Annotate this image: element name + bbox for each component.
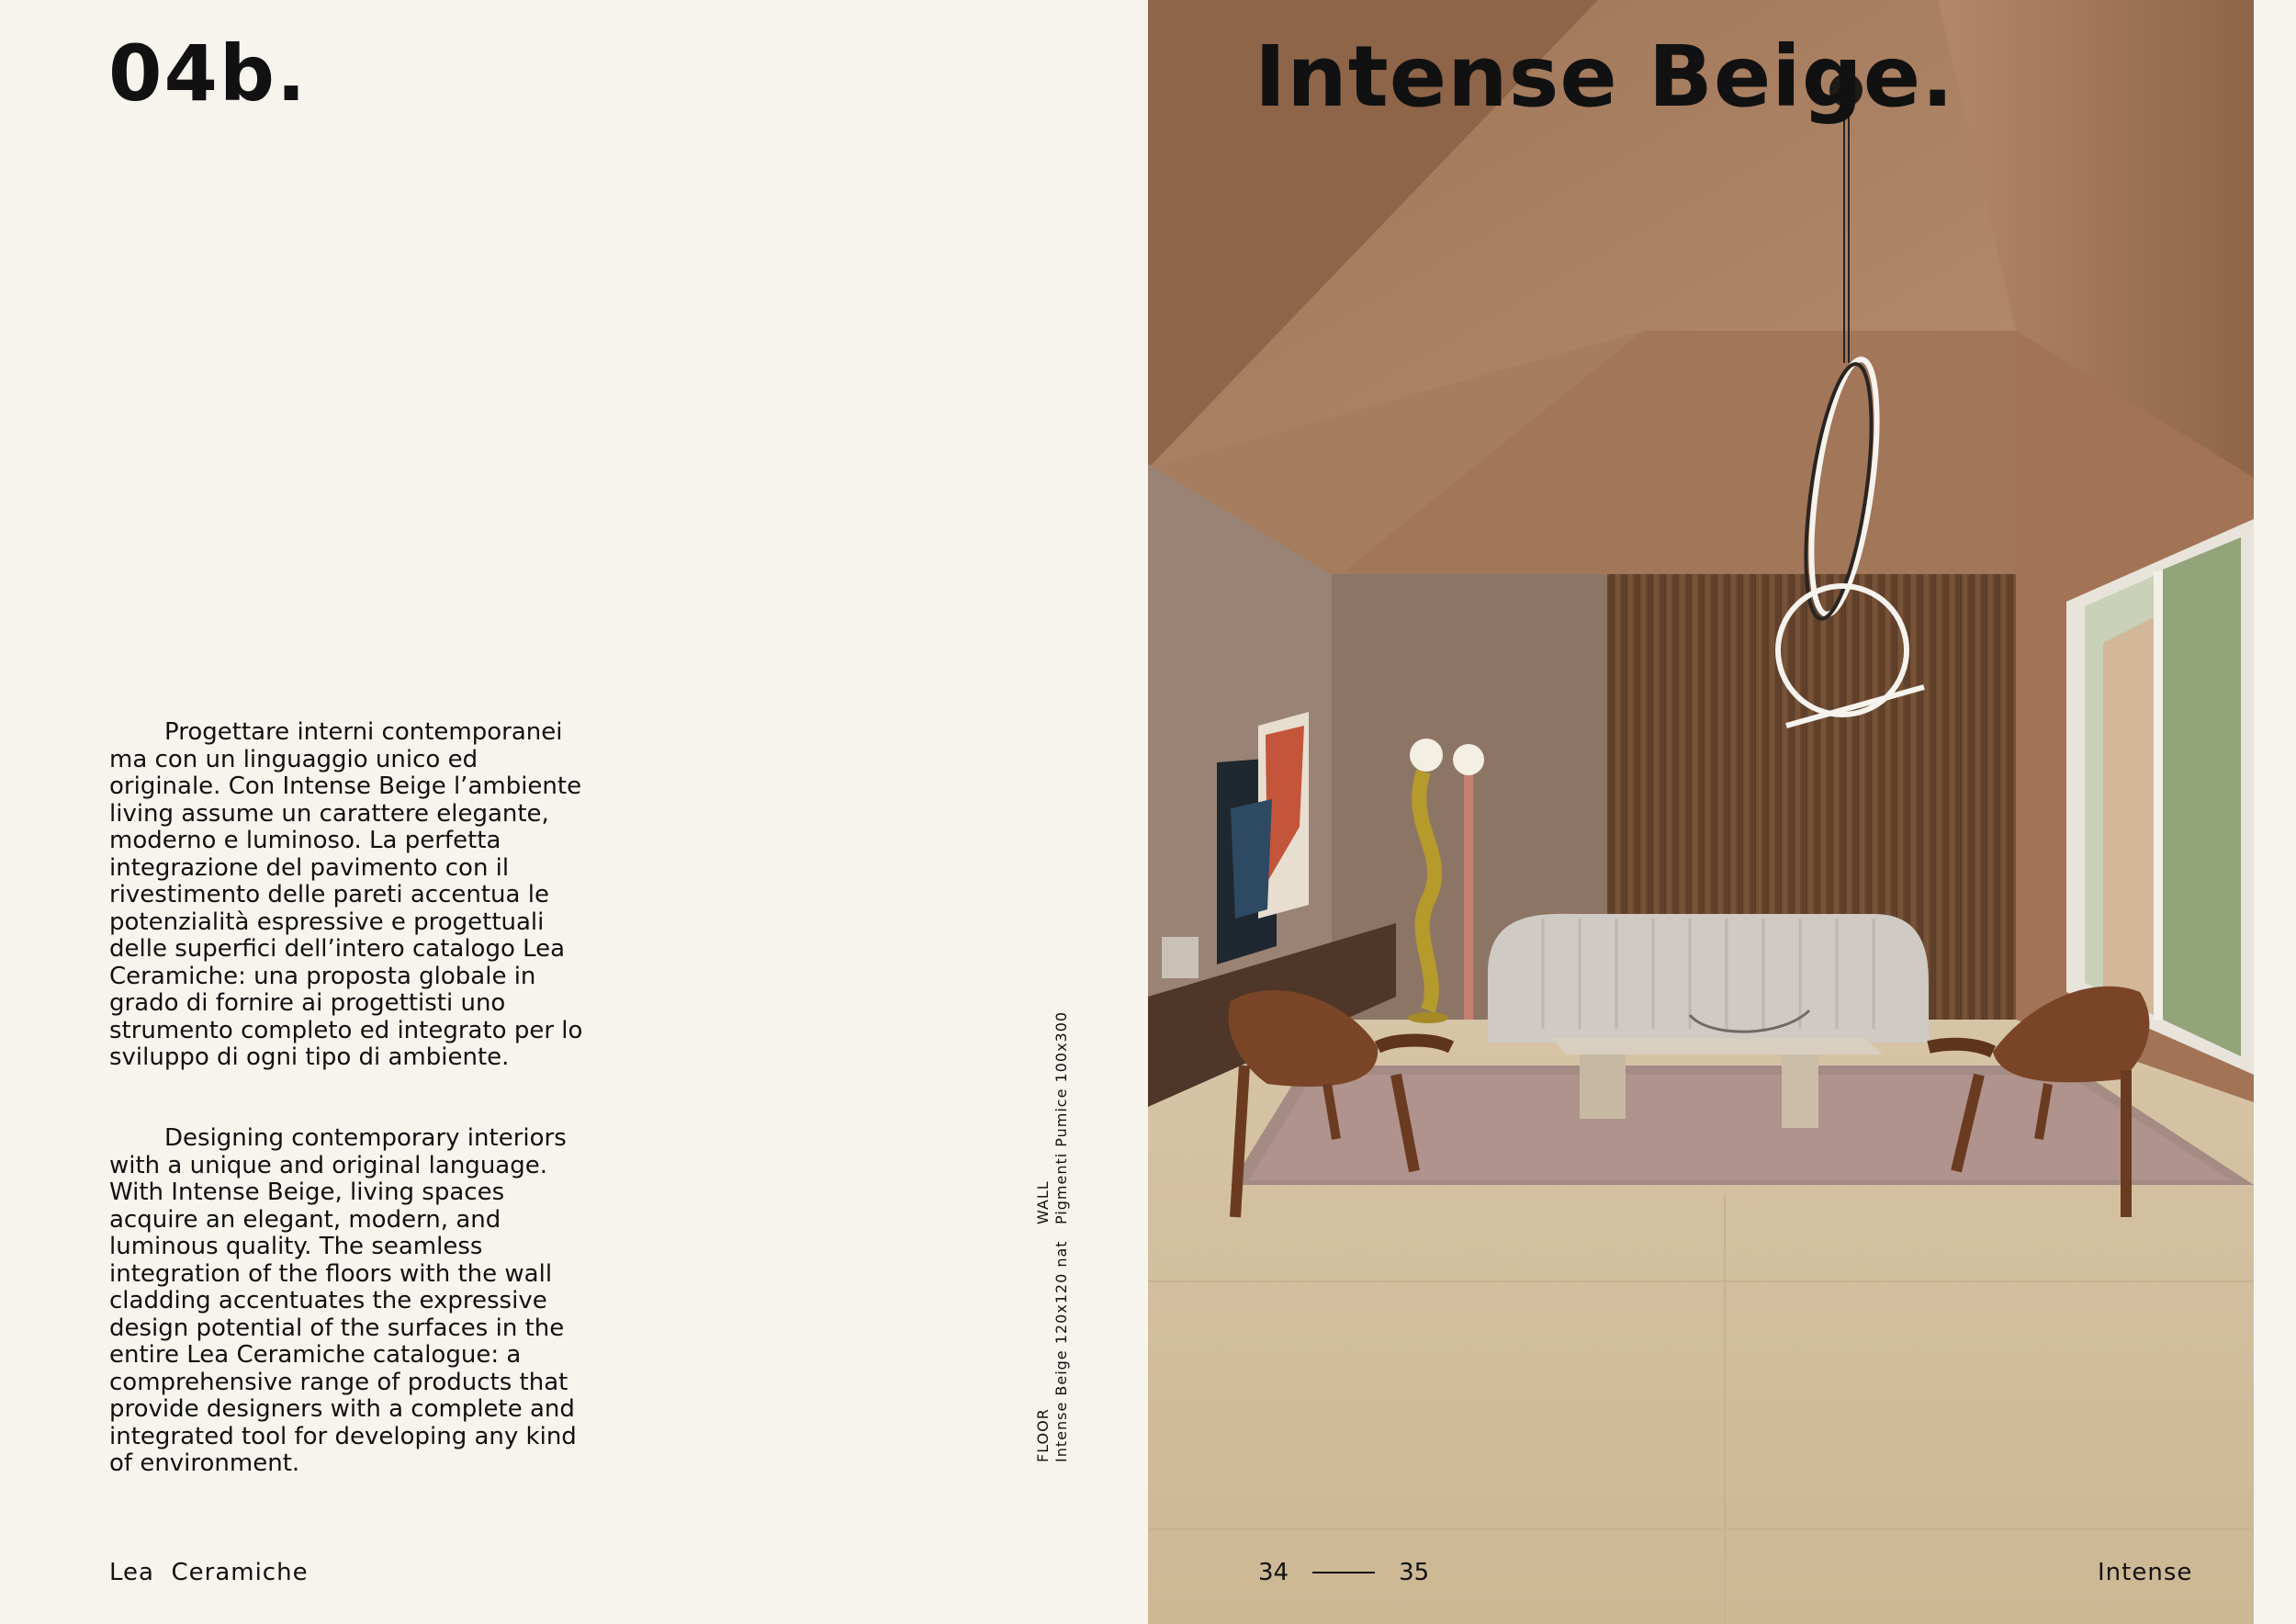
wall-spec-label: WALL [1034, 1180, 1052, 1224]
paragraph-italian-text: Progettare interni contemporanei ma con un linguaggio unico ed originale. Con Intense Beige l’ambiente living assume un carattere elegante, moderno e luminoso. La perfetta integrazione del pavimento con il rivestimento delle pareti accentua le potenzialità espressive e progettuali delle superfici dell’intero catalogo Lea Ceramiche: una proposta globale in grado di fornire ai progettisti uno strumento completo ed integrato per lo sviluppo di ogni tipo di ambiente. [109, 718, 583, 1071]
floor-spec-label: FLOOR [1034, 1408, 1052, 1462]
paragraph-italian [109, 719, 587, 1072]
paragraph-english [109, 1125, 587, 1478]
interior-photo [1148, 0, 2254, 1624]
sofa [1488, 914, 1929, 1043]
page-number-left: 34 [1258, 1559, 1289, 1586]
page-title: Intense Beige. [1255, 28, 1955, 126]
footer-brand: Lea Ceramiche [109, 1559, 309, 1586]
paragraph-english-text: Designing contemporary interiors with a unique and original language. With Intense Beige, living spaces acquire an elegant, modern, and luminous quality. The seamless integration of the floors with the wall cladding accentuates the expressive design potential of the surfaces in the entire Lea Ceramiche catalogue: a comprehensive range of products that provide designers with a complete and integrated tool for developing any kind of environment. [109, 1124, 577, 1477]
wall-spec-value: Pigmenti Pumice 100x300 [1052, 1010, 1070, 1224]
page-number-separator [1312, 1572, 1375, 1573]
wall-spec [1034, 1011, 1071, 1224]
page-numbers [1258, 1559, 1429, 1586]
right-margin [2254, 0, 2296, 1624]
living-room-illustration [1148, 0, 2254, 1624]
floor-spec-value: Intense Beige 120x120 nat [1052, 1240, 1070, 1462]
section-name: Intense [2098, 1559, 2193, 1586]
coffee-table [1552, 1038, 1883, 1054]
page-number-right: 35 [1399, 1559, 1430, 1586]
floor-spec [1034, 1240, 1071, 1462]
chapter-number: 04b. [108, 28, 308, 118]
